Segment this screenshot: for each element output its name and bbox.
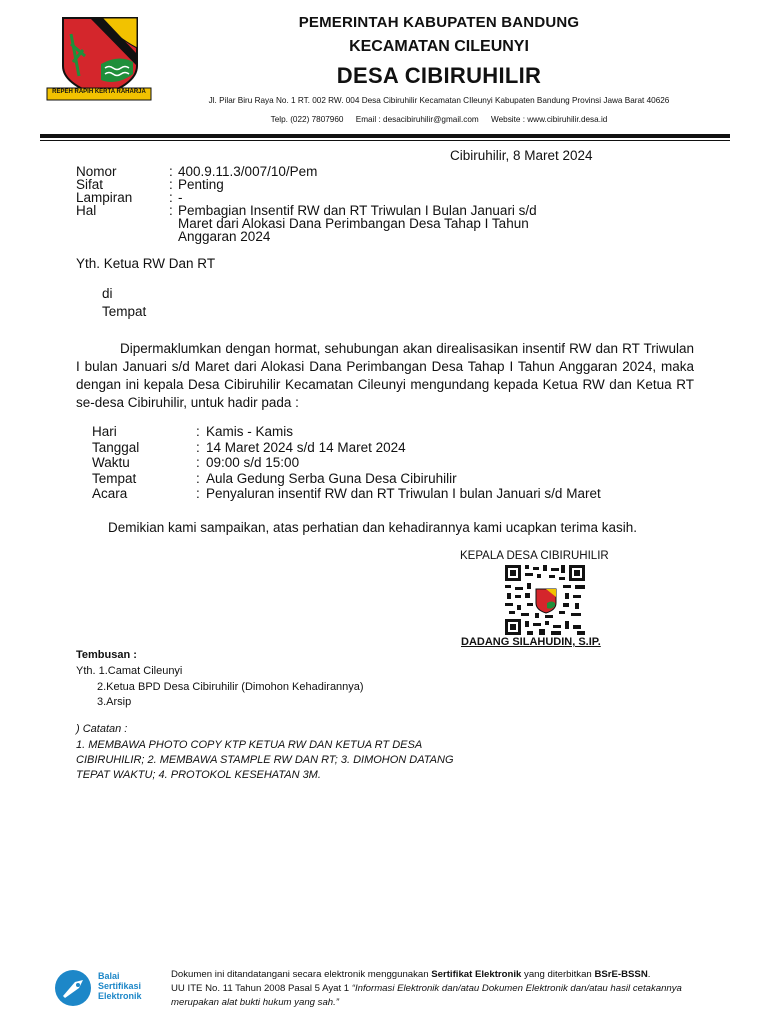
letter-meta [76, 165, 578, 243]
signatory-title: KEPALA DESA CIBIRUHILIR [460, 550, 609, 562]
detail-separator: : [196, 455, 200, 470]
meta-row [76, 230, 578, 243]
detail-label: Hari [92, 424, 117, 439]
place-date: Cibiruhilir, 8 Maret 2024 [450, 148, 593, 163]
notes-text: 1. MEMBAWA PHOTO COPY KTP KETUA RW DAN KETUA RT DESA CIBIRUHILIR; 2. MEMBAWA STAMPLE RW DAN RT; 3. DIMOHON DATANG TEPAT WAKTU; 4. PROTOKOL KESEHATAN 3M. [76, 739, 454, 781]
qr-code-signature [505, 565, 585, 635]
footer-line1: Dokumen ini ditandatangani secara elektronik menggunakan Sertifikat Elektronik yang diterbitkan BSrE-BSSN. [171, 969, 651, 980]
detail-row [92, 440, 601, 456]
meta-separator: : [169, 164, 173, 179]
meta-label: Hal [76, 203, 97, 218]
meta-label [76, 217, 169, 230]
meta-value: Pembagian Insentif RW dan RT Triwulan I Bulan Januari s/d [178, 203, 537, 218]
detail-separator: : [196, 470, 200, 486]
bsre-logo-line2: Sertifikasi [98, 981, 142, 991]
letterhead-divider-thin [40, 140, 730, 141]
detail-value: Kamis - Kamis [206, 424, 294, 439]
body-paragraph: Dipermaklumkan dengan hormat, sehubungan akan direalisasikan insentif RW dan RT Triwulan I bulan Januari s/d Maret dari Alokasi Dana Perimbangan Desa Tahap I Tahun Anggaran 2024, maka dengan ini kepala Desa Cibiruhilir Kecamatan Cileunyi mengundang kepada Ketua RW dan Ketua RT se-desa Cibiruhilir, untuk hadir pada : [76, 341, 694, 410]
village-name: DESA CIBIRUHILIR [336, 63, 542, 88]
esign-footer [171, 968, 721, 1010]
detail-label: Tanggal [92, 439, 140, 455]
government-name: PEMERINTAH KABUPATEN BANDUNG [298, 14, 580, 31]
detail-label: Tempat [92, 470, 137, 486]
letterhead-divider-thick [40, 134, 730, 138]
detail-row [92, 455, 601, 471]
meta-separator: : [169, 203, 173, 218]
meta-label [76, 230, 169, 243]
meta-row [76, 165, 578, 178]
meta-label: Sifat [76, 177, 104, 192]
meta-separator [169, 230, 178, 243]
detail-row [92, 486, 601, 502]
detail-value: 09:00 s/d 15:00 [206, 455, 300, 470]
email-text: Email : desacibiruhilir@gmail.com [355, 115, 479, 124]
footer-line2: UU ITE No. 11 Tahun 2008 Pasal 5 Ayat 1 “Informasi Elektronik dan/atau Dokumen Elektronik dan/atau hasil cetakannya merupakan alat bukti hukum yang sah.” [171, 983, 682, 1008]
meta-separator: : [169, 177, 173, 192]
meta-value: Maret dari Alokasi Dana Perimbangan Desa Tahap I Tahun [178, 216, 529, 231]
detail-separator: : [196, 439, 200, 455]
notes-label: ) Catatan : [76, 723, 128, 735]
addressee-place: Tempat [102, 304, 147, 319]
detail-label: Waktu [92, 455, 130, 470]
signatory-name: DADANG SILAHUDIN, S.IP. [461, 636, 601, 648]
meta-label: Nomor [76, 164, 117, 179]
bsre-logo-line3: Elektronik [98, 991, 142, 1001]
cc-item: Yth. 1.Camat Cileunyi [76, 665, 183, 677]
addressee-di: di [102, 286, 113, 301]
meta-label: Lampiran [76, 190, 133, 205]
district-name: KECAMATAN CILEUNYI [349, 38, 529, 55]
closing-sentence: Demikian kami sampaikan, atas perhatian dan kehadirannya kami ucapkan terima kasih. [108, 520, 638, 535]
meta-separator: : [169, 190, 173, 205]
meta-value: - [178, 190, 183, 205]
meta-row [76, 217, 578, 230]
cc-item: 3.Arsip [97, 696, 132, 708]
cc-heading: Tembusan : [76, 649, 137, 661]
detail-separator: : [196, 486, 200, 501]
bsre-logo-line1: Balai [98, 971, 120, 981]
website-text: Website : www.cibiruhilir.desa.id [491, 115, 608, 124]
detail-value: Penyaluran insentif RW dan RT Triwulan I bulan Januari s/d Maret [206, 486, 601, 501]
detail-row [92, 424, 601, 440]
letterhead-contact [0, 115, 768, 124]
meta-value: Penting [178, 177, 224, 192]
crest-motto: REPEH RAPIH KERTA RAHARJA [52, 89, 146, 95]
event-details [92, 424, 601, 502]
bsre-logo [53, 968, 163, 1008]
phone-text: Telp. (022) 7807960 [270, 115, 344, 124]
detail-value: 14 Maret 2024 s/d 14 Maret 2024 [206, 439, 406, 455]
detail-label: Acara [92, 486, 128, 501]
meta-separator [169, 217, 178, 230]
meta-value: Anggaran 2024 [178, 229, 271, 244]
meta-value: 400.9.11.3/007/10/Pem [178, 164, 318, 179]
meta-row [76, 178, 578, 191]
detail-separator: : [196, 424, 200, 439]
addressee: Yth. Ketua RW Dan RT [76, 256, 216, 271]
cc-item: 2.Ketua BPD Desa Cibiruhilir (Dimohon Kehadirannya) [97, 681, 364, 693]
letterhead-address: Jl. Pilar Biru Raya No. 1 RT. 002 RW. 004 Desa Cibiruhilir Kecamatan CIleunyi Kabupaten Bandung Provinsi Jawa Barat 40626 [208, 96, 670, 105]
detail-row [92, 471, 601, 487]
detail-value: Aula Gedung Serba Guna Desa Cibiruhilir [206, 470, 457, 486]
